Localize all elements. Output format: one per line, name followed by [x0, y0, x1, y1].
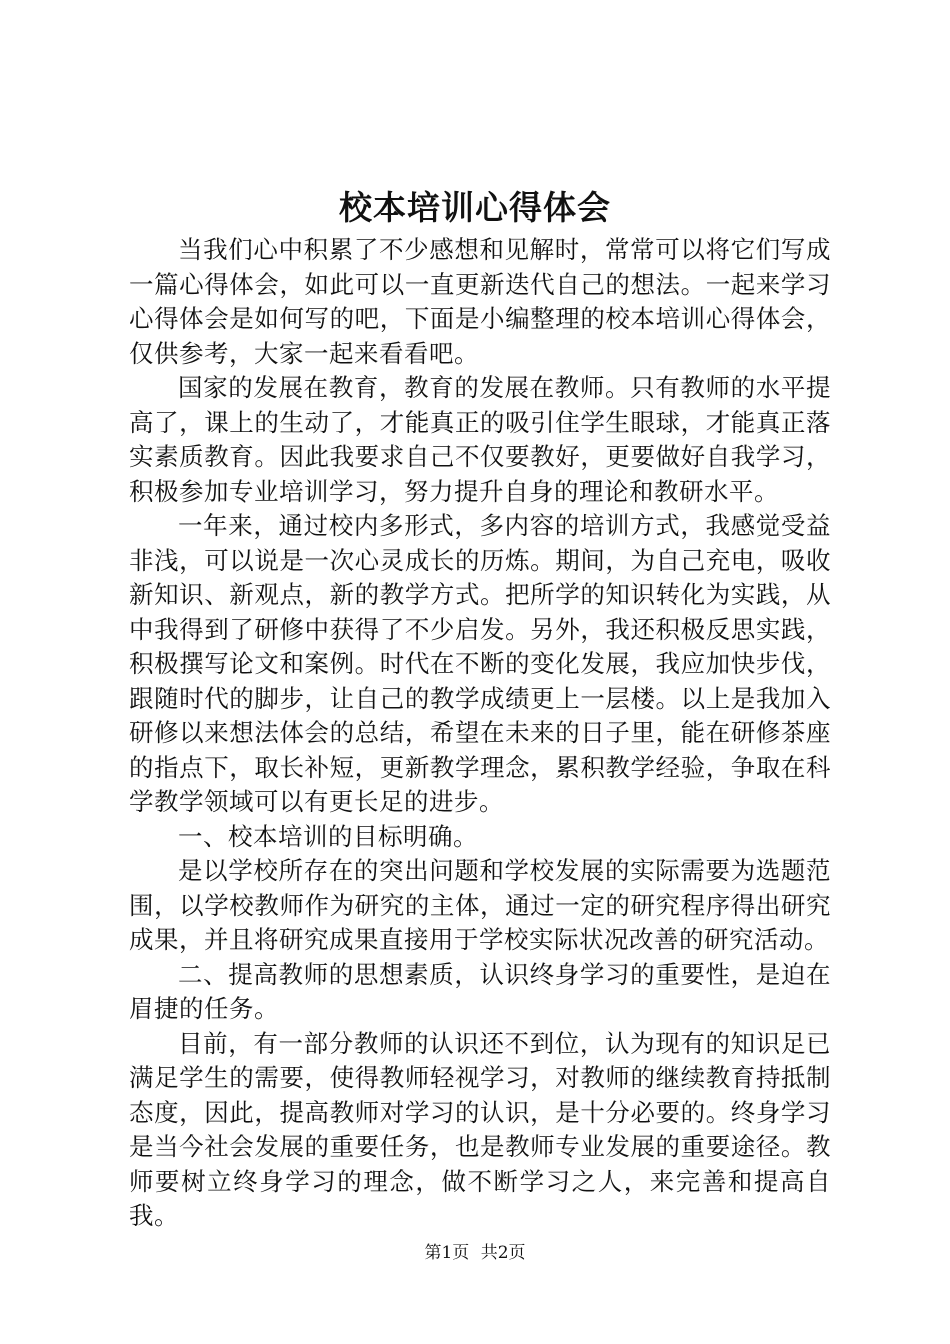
section-heading-1: 一、校本培训的目标明确。: [178, 821, 478, 851]
document-body: [129, 233, 831, 1234]
document-title: 校本培训心得体会: [339, 188, 611, 227]
paragraph-education: 国家的发展在教育，教育的发展在教师。只有教师的水平提高了，课上的生动了，才能真正的吸引住学生眼球，才能真正落实素质教育。因此我要求自己不仅要教好，更要做好自我学习，积极参加专业培训学习，努力提升自身的理论和教研水平。: [129, 373, 831, 506]
paragraph-intro: 当我们心中积累了不少感想和见解时，常常可以将它们写成一篇心得体会，如此可以一直更新迭代自己的想法。一起来学习心得体会是如何写的吧，下面是小编整理的校本培训心得体会，仅供参考，大家一起来看看吧。: [129, 235, 831, 368]
page-number: 第1页: [424, 1243, 470, 1263]
page-total: 共2页: [480, 1243, 526, 1263]
paragraph-year-review: 一年来，通过校内多形式，多内容的培训方式，我感觉受益非浅，可以说是一次心灵成长的历炼。期间，为自己充电，吸收新知识、新观点，新的教学方式。把所学的知识转化为实践，从中我得到了研修中获得了不少启发。另外，我还积极反思实践，积极撰写论文和案例。时代在不断的变化发展，我应加快步伐，跟随时代的脚步，让自己的教学成绩更上一层楼。以上是我加入研修以来想法体会的总结，希望在未来的日子里，能在研修茶座的指点下，取长补短，更新教学理念，累积教学经验，争取在科学教学领域可以有更长足的进步。: [129, 511, 831, 816]
paragraph-section-2: 目前，有一部分教师的认识还不到位，认为现有的知识足已满足学生的需要，使得教师轻视学习，对教师的继续教育持抵制态度，因此，提高教师对学习的认识，是十分必要的。终身学习是当今社会发展的重要任务，也是教师专业发展的重要途径。教师要树立终身学习的理念，做不断学习之人，来完善和提高自我。: [129, 1028, 831, 1230]
page-footer: [0, 1241, 950, 1265]
paragraph-section-1: 是以学校所存在的突出问题和学校发展的实际需要为选题范围，以学校教师作为研究的主体，通过一定的研究程序得出研究成果，并且将研究成果直接用于学校实际状况改善的研究活动。: [129, 856, 831, 954]
section-heading-2: 二、提高教师的思想素质，认识终身学习的重要性，是迫在眉捷的任务。: [129, 959, 831, 1023]
